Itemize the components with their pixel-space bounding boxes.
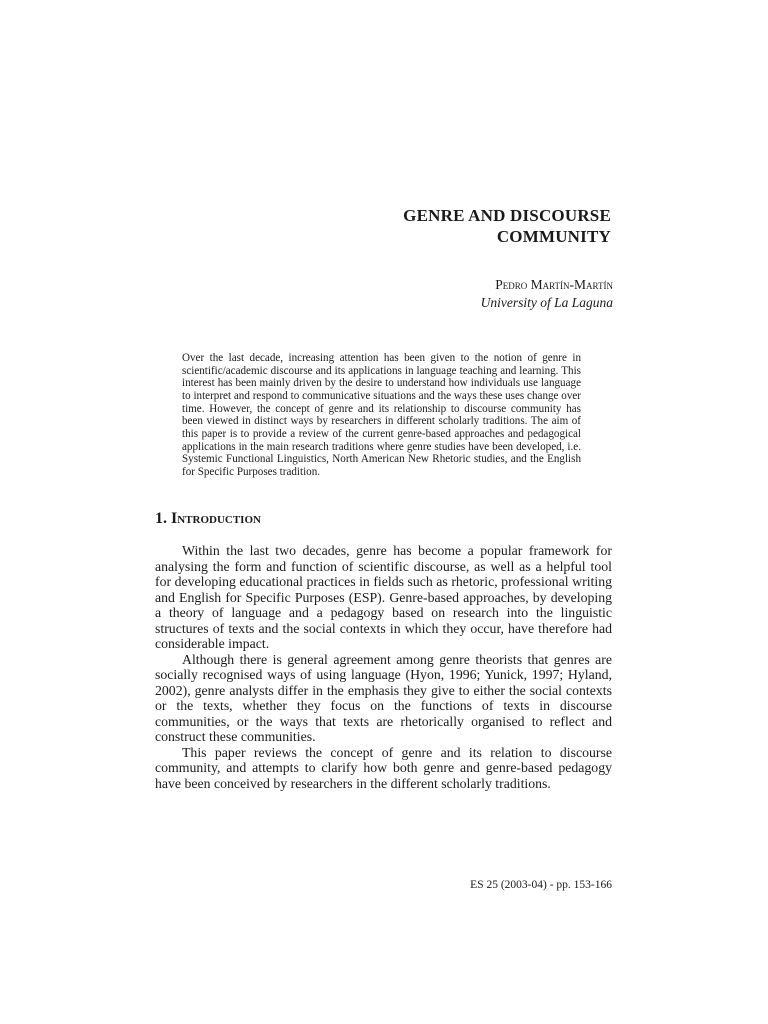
section-title: Introduction: [171, 510, 261, 527]
page-footer-citation: ES 25 (2003-04) - pp. 153-166: [470, 879, 612, 891]
paragraph-2: Although there is general agreement among genre theorists that genres are socially recognised ways of using language (Hyon, 1996; Yunick, 1997; Hyland, 2002), genre analysts differ in the emphasis they give to either the social contexts or the texts, whether they focus on the functions of texts in discourse communities, or the ways that texts are rhetorically organised to reflect and construct these communities.: [155, 651, 612, 744]
author-block: [481, 276, 613, 312]
paragraph-3: This paper reviews the concept of genre and its relation to discourse community, and attempts to clarify how both genre and genre-based pedagogy have been conceived by researchers in the different scholarly traditions.: [155, 744, 612, 791]
paragraph-1: Within the last two decades, genre has become a popular framework for analysing the form and function of scientific discourse, as well as a helpful tool for developing educational practices in fields such as rhetoric, professional writing and English for Specific Purposes (ESP). Genre-based approaches, by developing a theory of language and a pedagogy based on research into the linguistic structures of texts and the social contexts in which they occur, have therefore had considerable impact.: [155, 543, 612, 651]
paper-title: [251, 205, 611, 247]
paper-title-line-2: COMMUNITY: [496, 227, 611, 246]
body-text: [155, 543, 612, 791]
author-affiliation: University of La Laguna: [480, 295, 613, 310]
section-heading: [155, 509, 261, 529]
abstract: Over the last decade, increasing attention has been given to the notion of genre in scientific/academic discourse and its applications in language teaching and learning. This interest has been mainly driven by the desire to understand how individuals use language to interpret and respond to communicative situations and the ways these uses change over time. However, the concept of genre and its relationship to discourse community has been viewed in distinct ways by researchers in different scholarly traditions. The aim of this paper is to provide a review of the current genre-based approaches and pedagogical applications in the main research traditions where genre studies have been developed, i.e. Systemic Functional Linguistics, North American New Rhetoric studies, and the English for Specific Purposes tradition.: [182, 352, 581, 478]
paper-title-line-1: GENRE AND DISCOURSE: [403, 206, 611, 225]
section-number: 1.: [155, 510, 167, 527]
author-name: Pedro Martín-Martín: [495, 277, 613, 292]
